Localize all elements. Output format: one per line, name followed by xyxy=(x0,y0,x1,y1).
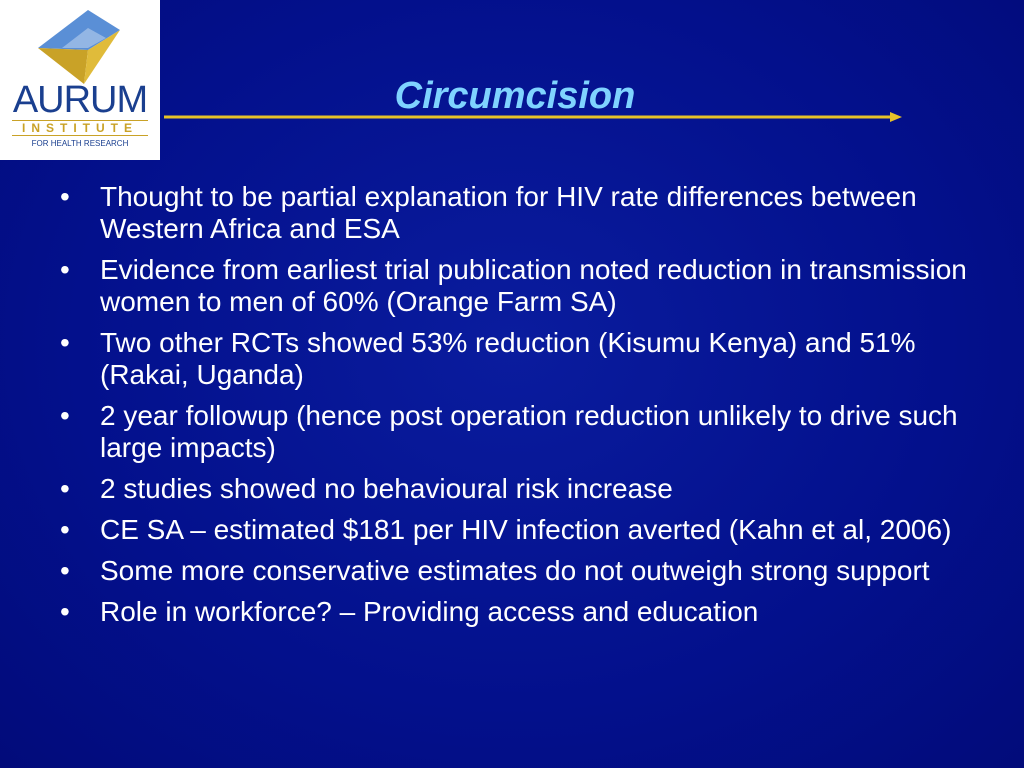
bullet-item xyxy=(56,254,976,318)
bullet-list xyxy=(56,181,976,637)
bullet-text: Two other RCTs showed 53% reduction (Kisumu Kenya) and 51% (Rakai, Uganda) xyxy=(100,327,916,390)
bullet-item xyxy=(56,473,976,505)
title-underline-arrow xyxy=(164,110,904,124)
bullet-icon: • xyxy=(60,555,70,586)
bullet-icon: • xyxy=(60,514,70,545)
bullet-text: Thought to be partial explanation for HIV rate differences between Western Africa and ESA xyxy=(100,181,917,244)
bullet-item xyxy=(56,327,976,391)
slide-title: Circumcision xyxy=(394,75,636,117)
bullet-item xyxy=(56,514,976,546)
bullet-item xyxy=(56,400,976,464)
bullet-text: 2 year followup (hence post operation reduction unlikely to drive such large impacts) xyxy=(100,400,958,463)
bullet-text: 2 studies showed no behavioural risk increase xyxy=(100,473,673,504)
logo-tagline: FOR HEALTH RESEARCH xyxy=(31,139,129,148)
bullet-icon: • xyxy=(60,254,70,285)
bullet-text: Evidence from earliest trial publication noted reduction in transmission women to men of 60% (Orange Farm SA) xyxy=(100,254,967,317)
aurum-logo-icon xyxy=(28,8,128,86)
bullet-icon: • xyxy=(60,596,70,627)
bullet-item xyxy=(56,596,976,628)
bullet-item xyxy=(56,555,976,587)
bullet-item xyxy=(56,181,976,245)
bullet-icon: • xyxy=(60,473,70,504)
logo-subtitle: INSTITUTE xyxy=(12,120,148,136)
bullet-icon: • xyxy=(60,400,70,431)
bullet-text: Some more conservative estimates do not outweigh strong support xyxy=(100,555,930,586)
aurum-logo xyxy=(0,0,160,160)
bullet-icon: • xyxy=(60,327,70,358)
bullet-text: CE SA – estimated $181 per HIV infection averted (Kahn et al, 2006) xyxy=(100,514,952,545)
bullet-text: Role in workforce? – Providing access and education xyxy=(100,596,759,627)
bullet-icon: • xyxy=(60,181,70,212)
logo-name: AURUM xyxy=(12,79,148,121)
